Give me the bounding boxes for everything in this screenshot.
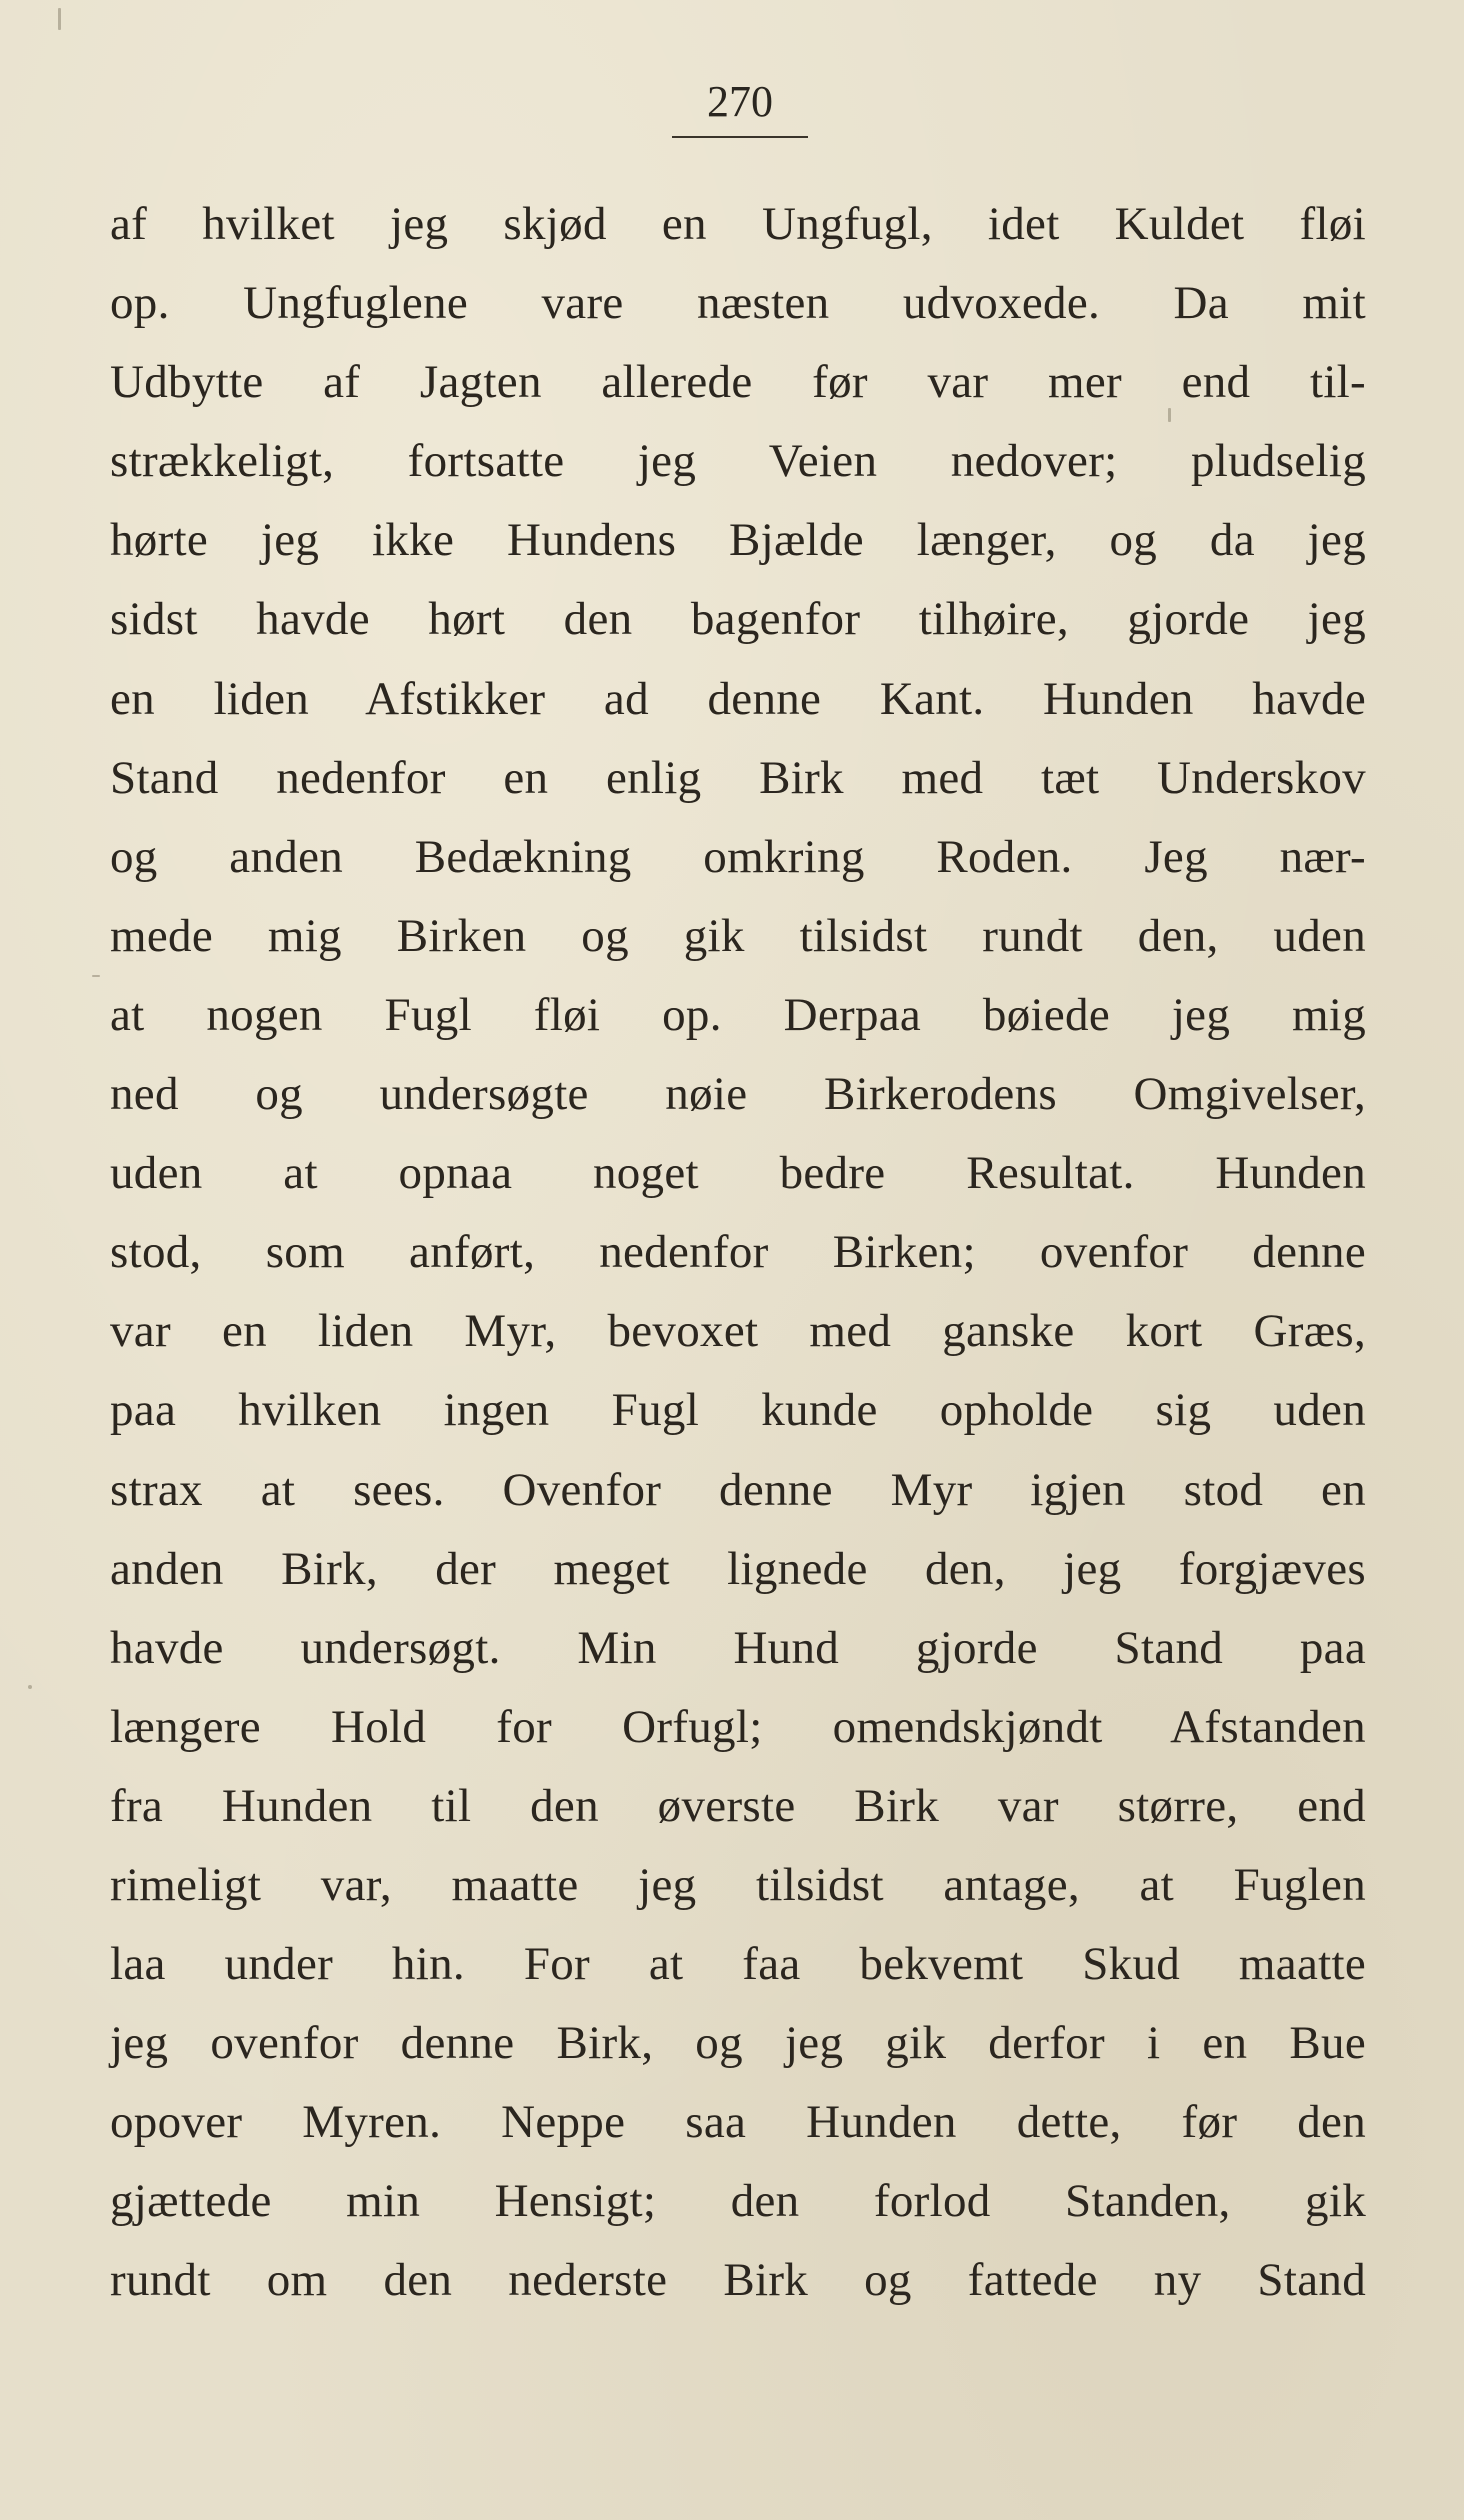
text-line: havde undersøgt. Min Hund gjorde Stand paa — [110, 1621, 1366, 1674]
text-line: at nogen Fugl fløi op. Derpaa bøiede jeg mig — [110, 988, 1366, 1041]
paper-speck — [1168, 408, 1171, 422]
text-line: gjættede min Hensigt; den forlod Standen, gik — [110, 2175, 1366, 2228]
text-line: anden Birk, der meget lignede den, jeg forgjæves — [110, 1542, 1366, 1595]
text-line: rundt om den nederste Birk og fattede ny Stand — [110, 2254, 1366, 2307]
text-line: var en liden Myr, bevoxet med ganske kort Græs, — [110, 1305, 1366, 1358]
paper-speck — [58, 8, 61, 30]
paper-speck — [92, 975, 100, 977]
text-line: rimeligt var, maatte jeg tilsidst antage, at Fuglen — [110, 1858, 1366, 1911]
text-line: opover Myren. Neppe saa Hunden dette, før den — [110, 2096, 1366, 2149]
text-line: af hvilket jeg skjød en Ungfugl, idet Kuldet fløi — [110, 198, 1366, 250]
text-line: og anden Bedækning omkring Roden. Jeg nær- — [110, 830, 1366, 883]
body-text — [110, 185, 1366, 2321]
text-line: Stand nedenfor en enlig Birk med tæt Underskov — [110, 751, 1366, 804]
text-line: mede mig Birken og gik tilsidst rundt den, uden — [110, 909, 1366, 962]
text-line: Udbytte af Jagten allerede før var mer end til- — [110, 356, 1366, 409]
text-line: ned og undersøgte nøie Birkerodens Omgivelser, — [110, 1068, 1366, 1121]
text-line: stod, som anført, nedenfor Birken; ovenfor denne — [110, 1226, 1366, 1279]
text-line: op. Ungfuglene vare næsten udvoxede. Da mit — [110, 277, 1366, 330]
text-line: hørte jeg ikke Hundens Bjælde længer, og da jeg — [110, 514, 1366, 567]
page-number-rule — [672, 136, 808, 138]
text-line: strax at sees. Ovenfor denne Myr igjen stod en — [110, 1463, 1366, 1516]
text-line: fra Hunden til den øverste Birk var større, end — [110, 1779, 1366, 1832]
text-line: laa under hin. For at faa bekvemt Skud maatte — [110, 1938, 1366, 1991]
text-line: sidst havde hørt den bagenfor tilhøire, gjorde jeg — [110, 593, 1366, 646]
page-number: 270 — [707, 77, 773, 126]
text-line: uden at opnaa noget bedre Resultat. Hunden — [110, 1147, 1366, 1200]
text-line: paa hvilken ingen Fugl kunde opholde sig uden — [110, 1384, 1366, 1437]
text-line: længere Hold for Orfugl; omendskjøndt Afstanden — [110, 1700, 1366, 1753]
text-line: jeg ovenfor denne Birk, og jeg gik derfor i en Bue — [110, 2017, 1366, 2070]
text-line: strækkeligt, fortsatte jeg Veien nedover; pludselig — [110, 435, 1366, 488]
paper-speck — [28, 1685, 32, 1689]
text-line: en liden Afstikker ad denne Kant. Hunden havde — [110, 672, 1366, 725]
